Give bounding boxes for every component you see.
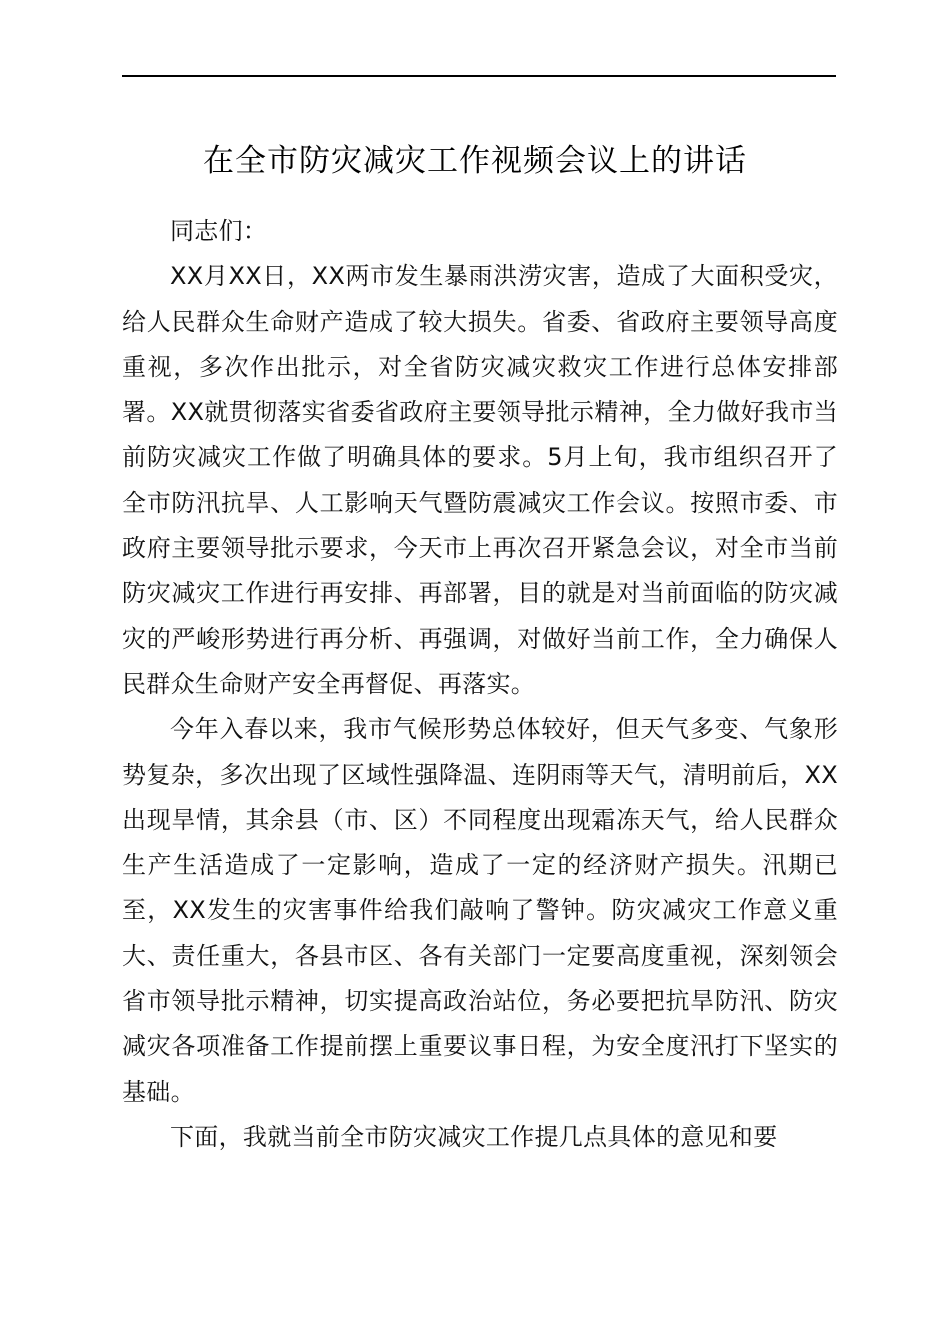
document-body	[122, 209, 838, 1160]
paragraph-1: XX月XX日，XX两市发生暴雨洪涝灾害，造成了大面积受灾，给人民群众生命财产造成了较大损失。省委、省政府主要领导高度重视，多次作出批示，对全省防灾减灾救灾工作进行总体安排部署。XX就贯彻落实省委省政府主要领导批示精神，全力做好我市当前防灾减灾工作做了明确具体的要求。5月上旬，我市组织召开了全市防汛抗旱、人工影响天气暨防震减灾工作会议。按照市委、市政府主要领导批示要求，今天市上再次召开紧急会议，对全市当前防灾减灾工作进行再安排、再部署，目的就是对当前面临的防灾减灾的严峻形势进行再分析、再强调，对做好当前工作，全力确保人民群众生命财产安全再督促、再落实。	[122, 262, 838, 698]
page-title: 在全市防灾减灾工作视频会议上的讲话	[203, 143, 747, 179]
paragraph-3: 下面，我就当前全市防灾减灾工作提几点具体的意见和要	[170, 1122, 778, 1151]
salutation: 同志们：	[170, 217, 268, 245]
paragraph-2: 今年入春以来，我市气候形势总体较好，但天气多变、气象形势复杂，多次出现了区域性强降温、连阴雨等天气，清明前后，XX出现旱情，其余县（市、区）不同程度出现霜冻天气，给人民群众生产生活造成了一定影响，造成了一定的经济财产损失。汛期已至，XX发生的灾害事件给我们敲响了警钟。防灾减灾工作意义重大、责任重大，各县市区、各有关部门一定要高度重视，深刻领会省市领导批示精神，切实提高政治站位，务必要把抗旱防汛、防灾减灾各项准备工作提前摆上重要议事日程，为安全度汛打下坚实的基础。	[122, 715, 838, 1106]
header-rule	[122, 75, 836, 77]
